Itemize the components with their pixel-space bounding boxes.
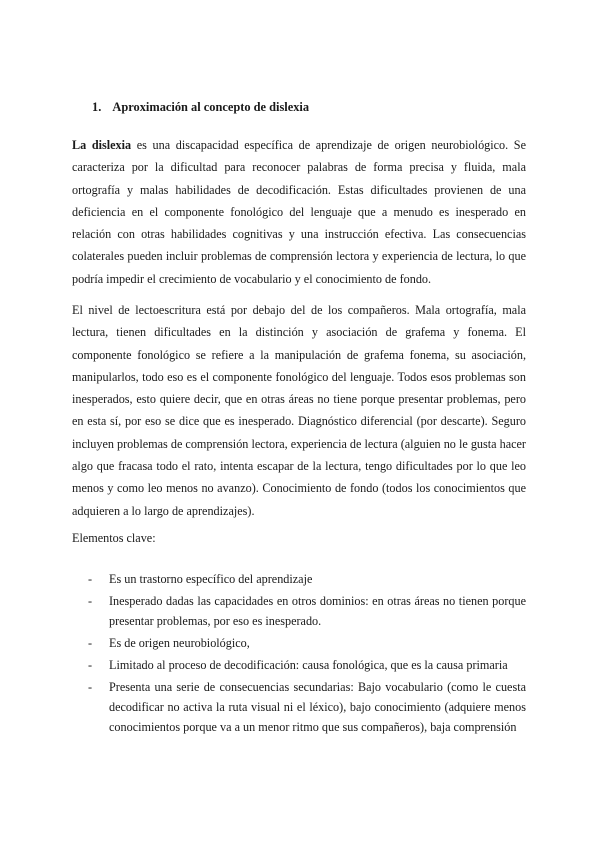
list-dash: - xyxy=(88,680,93,695)
section-title: Aproximación al concepto de dislexia xyxy=(112,100,310,114)
list-item-text: Es un trastorno específico del aprendizaje xyxy=(109,572,313,586)
list-item-text: Es de origen neurobiológico, xyxy=(109,635,250,650)
list-item xyxy=(88,678,526,737)
list-item xyxy=(88,592,526,631)
key-elements-list xyxy=(88,570,526,740)
section-heading xyxy=(92,100,309,115)
list-dash: - xyxy=(88,594,93,609)
key-elements-label: Elementos clave: xyxy=(72,531,156,545)
list-item xyxy=(88,570,526,590)
list-dash: - xyxy=(88,572,93,586)
list-dash: - xyxy=(88,635,93,650)
section-number: 1. xyxy=(92,100,102,114)
list-item xyxy=(88,656,526,676)
list-item-text: Inesperado dadas las capacidades en otros dominios: en otras áreas no tienen porque presentar problemas, por eso es inesperado. xyxy=(109,594,526,628)
list-item-text: Limitado al proceso de decodificación: causa fonológica, que es la causa primaria xyxy=(109,658,508,673)
paragraph-lead-term: La dislexia xyxy=(72,138,132,152)
paragraph-explanation: El nivel de lectoescritura está por debajo del de los compañeros. Mala ortografía, mala lectura, tienen dificultades en la distinción y asociación de grafema y fonema. El componente fonológico se refiere a la manipulación de grafema fonema, su asociación, manipularlos, todo eso es el componente fonológico del lenguaje. Todos esos problemas son inesperados, esto quiere decir, que en otras áreas no tiene porque presentar problemas, pero en esta sí, por eso se dice que es inesperado. Diagnóstico diferencial (por descarte). Seguro incluyen problemas de comprensión lectora, experiencia de lectura (alguien no le gusta hacer algo que fracasa todo el rato, intenta escapar de la lectura, tengo dificultades por lo que leo menos y como leo menos no avanzo). Conocimiento de fondo (todos los conocimientos que adquieren a lo largo de aprendizajes). xyxy=(72,303,526,518)
paragraph-definition xyxy=(72,134,526,290)
list-item xyxy=(88,634,526,654)
list-item-text: Presenta una serie de consecuencias secundarias: Bajo vocabulario (como le cuesta decodificar no activa la ruta visual ni el léxico), bajo conocimiento (adquiere menos conocimientos porque va a un menor ritmo que sus compañeros), baja comprensión xyxy=(109,680,526,734)
paragraph-definition-text: es una discapacidad específica de aprendizaje de origen neurobiológico. Se caracteriza por la dificultad para reconocer palabras de forma precisa y fluida, mala ortografía y malas habilidades de decodificación. Estas dificultades provienen de una deficiencia en el componente fonológico del lenguaje que a menudo es inesperado en relación con otras habilidades cognitivas y una instrucción efectiva. Las consecuencias colaterales pueden incluir problemas de comprensión lectora y experiencia de lectura, lo que podría impedir el crecimiento de vocabulario y el conocimiento de fondo. xyxy=(72,138,526,286)
list-dash: - xyxy=(88,658,93,673)
